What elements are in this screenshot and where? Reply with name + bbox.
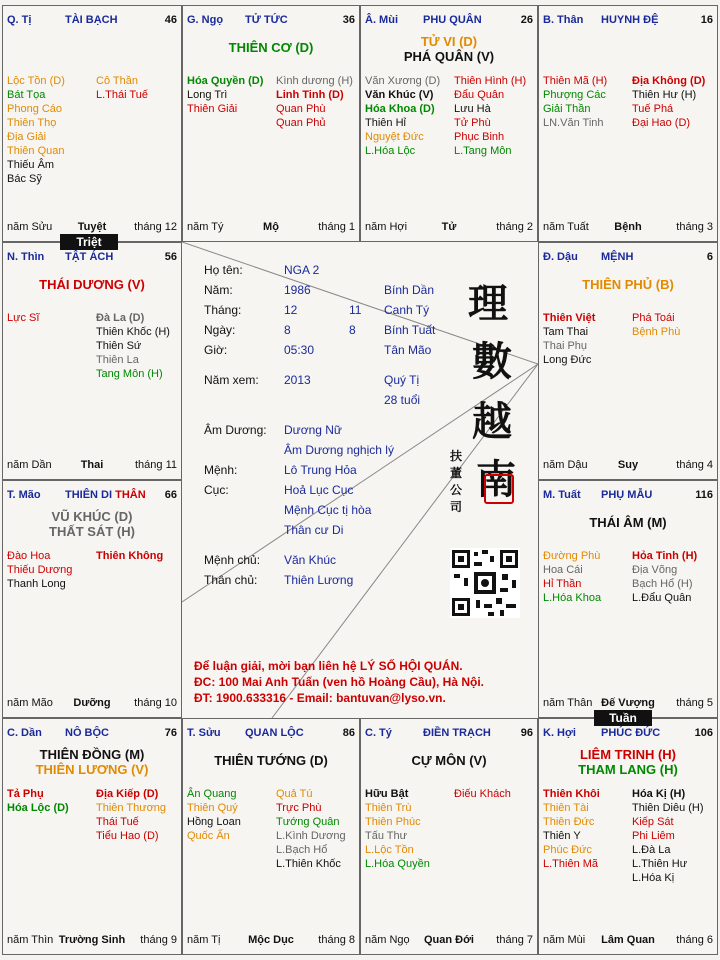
footer-month: tháng 12 [134, 221, 177, 233]
footer-year: năm Sửu [7, 221, 53, 233]
palace-name: TỬ TỨC [245, 14, 288, 26]
main-star: VŨ KHÚC (D) [51, 509, 133, 524]
palace-name: NÔ BỘC [65, 727, 109, 739]
view-year-cancchi: Quý Tị [384, 373, 420, 387]
palace-header [543, 251, 713, 265]
view-year-value: 2013 [284, 373, 311, 387]
palace-footer [543, 221, 713, 235]
minor-star-right: Phục Binh [454, 131, 505, 143]
minor-star-right: Địa Không (D) [632, 75, 706, 87]
palace-number: 16 [700, 14, 713, 26]
main-star: CỰ MÔN (V) [411, 753, 487, 768]
palace-can-chi: K. Hợi [543, 727, 576, 739]
palace-header [187, 14, 355, 28]
minor-star-left: Thiên Hỉ [365, 117, 406, 129]
minor-star-left: Thiếu Dương [7, 564, 73, 576]
menh-label: Mệnh: [204, 463, 238, 477]
year-cancchi: Bính Dần [384, 283, 435, 297]
palace-name: PHU QUÂN [423, 14, 482, 26]
footer-stage: Đế Vượng [601, 697, 655, 709]
minor-star-left: L.Hóa Lộc [365, 145, 416, 157]
menh-value: Lô Trung Hỏa [284, 463, 357, 477]
palace-name: TÀI BẠCH [65, 14, 118, 26]
palace-header [187, 727, 355, 741]
palace-number: 106 [694, 727, 713, 739]
palace-p5 [538, 480, 718, 718]
minor-star-left: Tả Phụ [7, 788, 44, 800]
calligraphy-char-3: 越 [472, 398, 512, 445]
minor-star-right: Quả Tú [276, 788, 313, 800]
minor-star-left: Thiên Y [543, 830, 581, 842]
cuc-label: Cục: [204, 483, 229, 497]
minor-star-right: L.Thái Tuế [96, 89, 148, 101]
minor-star-right: Phi Liêm [632, 830, 675, 842]
minor-star-right: Quan Phủ [276, 117, 326, 129]
palace-header [365, 14, 533, 28]
main-star: PHÁ QUÂN (V) [403, 49, 495, 64]
palace-p7 [360, 718, 538, 955]
year-value: 1986 [284, 283, 311, 297]
view-year-label: Năm xem: [204, 373, 259, 387]
minor-star-right: Trực Phù [276, 802, 322, 814]
palace-footer [7, 934, 177, 948]
day-label: Ngày: [204, 323, 236, 337]
footer-year: năm Tị [187, 934, 221, 946]
palace-header [7, 251, 177, 265]
minor-star-right: Kiếp Sát [632, 816, 674, 828]
minor-star-right: Cô Thần [96, 75, 138, 87]
main-star: LIÊM TRINH (H) [579, 747, 677, 762]
month-cancchi: Canh Tý [384, 303, 430, 317]
seal-text: 扶 董 公 司 [450, 449, 463, 514]
palace-footer [7, 459, 177, 473]
main-star: THIÊN PHỦ (B) [582, 277, 674, 292]
minor-star-left: Thiên Việt [543, 312, 596, 324]
palace-p8 [182, 718, 360, 955]
footer-month: tháng 6 [676, 934, 713, 946]
center-info-panel [182, 242, 538, 718]
palace-header [7, 489, 177, 503]
minor-star-right: L.Thiên Hư [632, 858, 688, 870]
palace-p11 [2, 242, 182, 480]
palace-p6 [538, 718, 718, 955]
main-star: THẤT SÁT (H) [49, 524, 135, 539]
palace-footer [365, 934, 533, 948]
footer-month: tháng 9 [140, 934, 177, 946]
footer-year: năm Hợi [365, 221, 408, 233]
minor-star-right: Tiểu Hao (D) [96, 830, 159, 842]
main-star: THIÊN LƯƠNG (V) [35, 762, 149, 777]
am-duong-note: Âm Dương nghịch lý [284, 443, 394, 457]
minor-star-right: Đại Hao (D) [632, 117, 691, 129]
minor-star-left: L.Lộc Tồn [365, 844, 414, 856]
age-value: 28 tuổi [384, 393, 421, 407]
triet-tag: Triệt [60, 234, 118, 250]
contact-phone-email: ĐT: 1900.633316 - Email: bantuvan@lyso.vn. [194, 691, 446, 705]
menh-chu-value: Văn Khúc [284, 553, 337, 567]
palace-name: ĐIỀN TRẠCH [423, 727, 491, 739]
footer-stage: Tuyệt [77, 221, 107, 233]
name-label: Họ tên: [204, 263, 243, 277]
minor-star-right: Tử Phù [454, 117, 491, 129]
minor-star-left: Phượng Các [543, 89, 606, 101]
minor-star-left: Lộc Tồn (D) [7, 75, 65, 87]
footer-month: tháng 5 [676, 697, 713, 709]
minor-star-right: Linh Tinh (D) [276, 89, 344, 101]
minor-star-left: Phong Cáo [7, 103, 63, 115]
minor-star-left: Hóa Khoa (D) [365, 103, 435, 115]
main-star: THIÊN TƯỚNG (D) [214, 753, 328, 768]
footer-stage: Mộc Dục [248, 934, 294, 946]
minor-star-left: Đường Phù [543, 550, 601, 562]
palace-p3 [538, 5, 718, 242]
footer-stage: Thai [80, 459, 104, 471]
minor-star-left: L.Hóa Quyền [365, 858, 430, 870]
footer-month: tháng 11 [134, 459, 177, 471]
minor-star-left: Long Trì [187, 89, 228, 101]
minor-star-left: Văn Khúc (V) [365, 89, 434, 101]
contact-address: ĐC: 100 Mai Anh Tuấn (ven hồ Hoàng Cầu), Hà Nội. [194, 675, 485, 689]
palace-name: THIÊN DI THÂN [65, 489, 146, 501]
minor-star-left: Địa Giải [7, 131, 47, 143]
calligraphy-char-4: 南 [476, 456, 516, 503]
palace-can-chi: M. Tuất [543, 489, 581, 501]
palace-can-chi: B. Thân [543, 14, 584, 26]
minor-star-left: Hóa Quyền (D) [187, 75, 264, 87]
palace-footer [187, 221, 355, 235]
month-value: 12 [284, 303, 298, 317]
than-cu-note: Thân cư Di [284, 523, 344, 537]
palace-number: 6 [706, 251, 713, 263]
minor-star-left: Thai Phụ [543, 340, 588, 352]
palace-header [7, 727, 177, 741]
minor-star-left: Thiên Khôi [543, 788, 600, 800]
am-duong-label: Âm Dương: [204, 423, 267, 437]
minor-star-right: L.Kình Dương [276, 830, 346, 842]
palace-can-chi: T. Mão [7, 489, 41, 501]
than-chu-label: Thân chủ: [204, 573, 258, 587]
minor-star-right: L.Đà La [632, 844, 671, 856]
palace-header [543, 727, 713, 741]
minor-star-left: Bát Tọa [7, 89, 46, 101]
minor-star-right: Đà La (D) [96, 312, 145, 324]
minor-star-left: Tam Thai [543, 326, 589, 338]
day-lunar: 8 [349, 323, 356, 337]
minor-star-right: Thiên Thương [96, 802, 167, 814]
month-label: Tháng: [204, 303, 242, 317]
minor-star-right: Lưu Hà [454, 103, 491, 115]
than-chu-value: Thiên Lương [284, 573, 354, 587]
minor-star-right: Hỏa Tinh (H) [632, 550, 698, 562]
minor-star-left: Giải Thần [543, 103, 591, 115]
minor-star-right: Thiên Diêu (H) [632, 802, 704, 814]
minor-star-right: L.Thiên Khốc [276, 858, 341, 870]
minor-star-left: Thiên Thọ [7, 117, 57, 129]
footer-month: tháng 2 [496, 221, 533, 233]
palace-name: PHÚC ĐỨC [601, 727, 661, 739]
minor-star-right: Thiên Không [96, 550, 164, 562]
minor-star-left: Thiên Quan [7, 145, 65, 157]
footer-month: tháng 1 [318, 221, 355, 233]
palace-p4 [538, 242, 718, 480]
minor-star-left: L.Hóa Khoa [543, 592, 602, 604]
footer-month: tháng 3 [676, 221, 713, 233]
minor-star-left: L.Thiên Mã [543, 858, 599, 870]
minor-star-left: Long Đức [543, 354, 592, 366]
palace-can-chi: Â. Mùi [365, 14, 398, 26]
palace-name: QUAN LỘC [245, 727, 304, 739]
minor-star-left: Thiếu Âm [7, 159, 55, 171]
main-star: THÁI DƯƠNG (V) [39, 277, 145, 292]
name-value: NGA 2 [284, 263, 320, 277]
minor-star-left: Thiên Quý [187, 802, 238, 814]
minor-star-right: Phá Toái [632, 312, 675, 324]
minor-star-left: Nguyệt Đức [365, 131, 424, 143]
palace-footer [365, 221, 533, 235]
minor-star-right: Tuế Phá [632, 103, 674, 115]
minor-star-left: Thiên Mã (H) [543, 75, 608, 87]
palace-p10 [2, 480, 182, 718]
minor-star-right: Hóa Kị (H) [632, 788, 686, 800]
minor-star-left: Ân Quang [187, 788, 237, 800]
cuc-note: Mệnh Cục tị hòa [284, 503, 372, 517]
minor-star-right: Tang Môn (H) [96, 368, 163, 380]
palace-name: MỆNH [601, 251, 634, 263]
minor-star-left: Đào Hoa [7, 550, 51, 562]
palace-number: 56 [164, 251, 177, 263]
main-star: THÁI ÂM (M) [589, 515, 667, 530]
minor-star-right: Quan Phù [276, 103, 326, 115]
minor-star-right: Điếu Khách [454, 788, 511, 800]
minor-star-left: Quốc Ấn [187, 830, 230, 842]
minor-star-left: Hữu Bật [365, 788, 409, 800]
minor-star-right: Thiên Hư (H) [632, 89, 697, 101]
day-cancchi: Bính Tuất [384, 323, 436, 337]
palace-footer [7, 221, 177, 235]
cuc-value: Hoả Lục Cục [284, 483, 354, 497]
calligraphy-char-1: 理 [468, 280, 508, 327]
minor-star-right: L.Tang Môn [454, 145, 512, 157]
palace-can-chi: N. Thìn [7, 251, 45, 263]
palace-p2 [360, 5, 538, 242]
minor-star-right: Thiên Khốc (H) [96, 326, 170, 338]
hour-value: 05:30 [284, 343, 315, 357]
minor-star-right: Bạch Hổ (H) [632, 578, 693, 590]
minor-star-right: L.Bạch Hổ [276, 844, 328, 856]
minor-star-left: Hỉ Thần [543, 578, 582, 590]
minor-star-right: Kình dương (H) [276, 75, 353, 87]
main-star: THIÊN ĐỒNG (M) [39, 747, 145, 762]
footer-stage: Suy [617, 459, 639, 471]
minor-star-left: Thiên Phúc [365, 816, 421, 828]
palace-can-chi: T. Sửu [187, 727, 221, 739]
minor-star-right: Đẩu Quân [454, 89, 505, 101]
minor-star-right: L.Đẩu Quân [632, 592, 692, 604]
footer-month: tháng 8 [318, 934, 355, 946]
footer-stage: Dưỡng [73, 697, 111, 709]
tuan-tag: Tuần [594, 710, 652, 726]
main-star: TỬ VI (D) [420, 34, 478, 49]
footer-stage: Lâm Quan [601, 934, 655, 946]
minor-star-right: Bệnh Phù [632, 326, 681, 338]
minor-star-left: Thiên Trù [365, 802, 412, 814]
minor-star-left: Phúc Đức [543, 844, 592, 856]
am-duong-value: Dương Nữ [284, 423, 342, 437]
hour-label: Giờ: [204, 343, 228, 357]
palace-footer [7, 697, 177, 711]
palace-header [543, 14, 713, 28]
palace-name: TẬT ÁCH [65, 251, 114, 263]
footer-stage: Tử [441, 221, 457, 233]
minor-star-right: Tướng Quân [276, 816, 340, 828]
minor-star-left: Hoa Cái [543, 564, 583, 576]
footer-stage: Bệnh [614, 221, 642, 233]
minor-star-right: Thiên La [96, 354, 139, 366]
palace-p9 [2, 718, 182, 955]
footer-year: năm Ngọ [365, 934, 410, 946]
palace-number: 36 [342, 14, 355, 26]
footer-stage: Mộ [263, 221, 279, 233]
palace-can-chi: C. Dần [7, 727, 42, 739]
palace-number: 86 [342, 727, 355, 739]
footer-month: tháng 7 [496, 934, 533, 946]
minor-star-right: L.Hóa Kị [632, 872, 675, 884]
palace-number: 96 [520, 727, 533, 739]
palace-header [365, 727, 533, 741]
palace-number: 76 [164, 727, 177, 739]
hour-cancchi: Tân Mão [384, 343, 432, 357]
footer-year: năm Mùi [543, 934, 586, 946]
footer-month: tháng 10 [134, 697, 177, 709]
footer-year: năm Dậu [543, 459, 588, 471]
red-seal-stamp [484, 474, 514, 504]
palace-can-chi: G. Ngọ [187, 14, 224, 26]
palace-footer [187, 934, 355, 948]
palace-p0 [2, 5, 182, 242]
palace-can-chi: C. Tý [365, 727, 392, 739]
palace-footer [543, 934, 713, 948]
minor-star-right: Địa Kiếp (D) [96, 788, 159, 800]
qr-code-icon [450, 548, 520, 618]
minor-star-right: Thái Tuế [96, 816, 139, 828]
minor-star-right: Địa Võng [632, 564, 678, 576]
minor-star-left: Hồng Loan [187, 816, 241, 828]
palace-number: 26 [520, 14, 533, 26]
minor-star-left: Tấu Thư [365, 830, 408, 842]
footer-year: năm Thân [543, 697, 593, 709]
palace-number: 46 [164, 14, 177, 26]
footer-stage: Quan Đới [424, 934, 474, 946]
minor-star-left: Bác Sỹ [7, 173, 42, 185]
minor-star-left: Thiên Giải [187, 103, 238, 115]
main-star: THIÊN CƠ (D) [228, 40, 314, 55]
palace-header [7, 14, 177, 28]
minor-star-left: Thiên Đức [543, 816, 595, 828]
footer-year: năm Tuất [543, 221, 589, 233]
footer-year: năm Tý [187, 221, 224, 233]
footer-year: năm Thìn [7, 934, 54, 946]
palace-header [543, 489, 713, 503]
minor-star-left: Thanh Long [7, 578, 66, 590]
footer-month: tháng 4 [676, 459, 713, 471]
than-marker: THÂN [115, 489, 146, 501]
menh-chu-label: Mệnh chủ: [204, 553, 261, 567]
contact-line-1: Để luận giải, mời bạn liên hệ LÝ SỐ HỘI QUÁN. [194, 659, 463, 673]
palace-can-chi: Q. Tị [7, 14, 32, 26]
minor-star-left: Lực Sĩ [7, 312, 40, 324]
footer-year: năm Mão [7, 697, 53, 709]
palace-footer [543, 459, 713, 473]
minor-star-right: Thiên Hình (H) [454, 75, 527, 87]
footer-year: năm Dần [7, 459, 52, 471]
palace-number: 66 [164, 489, 177, 501]
minor-star-left: Thiên Tài [543, 802, 589, 814]
year-label: Năm: [204, 283, 233, 297]
calligraphy-char-2: 數 [472, 338, 512, 385]
palace-number: 116 [695, 489, 713, 501]
palace-name: HUYNH ĐỆ [601, 14, 659, 26]
minor-star-right: Thiên Sứ [96, 340, 142, 352]
minor-star-left: Văn Xương (D) [365, 75, 441, 87]
palace-p1 [182, 5, 360, 242]
day-value: 8 [284, 323, 291, 337]
palace-name: PHỤ MẪU [601, 489, 653, 501]
month-lunar: 11 [349, 303, 362, 317]
palace-can-chi: Đ. Dậu [543, 251, 578, 263]
main-star: THAM LANG (H) [578, 762, 678, 777]
footer-stage: Trường Sinh [58, 934, 126, 946]
palace-footer [543, 697, 713, 711]
minor-star-left: Hóa Lộc (D) [7, 802, 69, 814]
minor-star-left: LN.Văn Tinh [543, 117, 604, 129]
